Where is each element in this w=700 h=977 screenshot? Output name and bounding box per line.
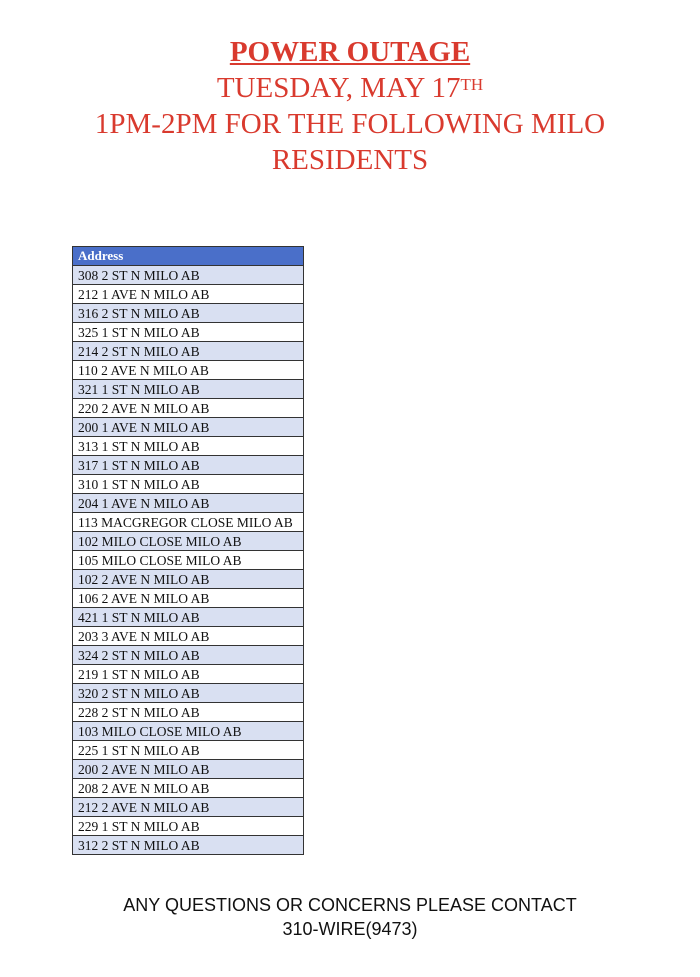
notice-time-line: 1PM-2PM FOR THE FOLLOWING MILO [94, 108, 606, 140]
table-row [73, 266, 304, 285]
address-cell: 325 1 ST N MILO AB [73, 323, 304, 342]
table-row [73, 684, 304, 703]
table-row [73, 703, 304, 722]
address-cell: 103 MILO CLOSE MILO AB [73, 722, 304, 741]
table-row [73, 570, 304, 589]
contact-phone: 310-WIRE(9473) [282, 919, 418, 939]
address-cell: 312 2 ST N MILO AB [73, 836, 304, 855]
table-row [73, 380, 304, 399]
table-row [73, 722, 304, 741]
table-row [73, 760, 304, 779]
address-cell: 324 2 ST N MILO AB [73, 646, 304, 665]
address-table-header-row [73, 247, 304, 266]
address-cell: 220 2 AVE N MILO AB [73, 399, 304, 418]
notice-date-ordinal: TH [460, 75, 484, 94]
table-row [73, 285, 304, 304]
table-row [73, 475, 304, 494]
table-row [73, 665, 304, 684]
address-cell: 313 1 ST N MILO AB [73, 437, 304, 456]
notice-date-text: TUESDAY, MAY 17 [216, 72, 461, 104]
address-cell: 102 2 AVE N MILO AB [73, 570, 304, 589]
table-row [73, 513, 304, 532]
address-cell: 105 MILO CLOSE MILO AB [73, 551, 304, 570]
table-row [73, 304, 304, 323]
notice-header [0, 34, 700, 178]
table-row [73, 646, 304, 665]
table-row [73, 589, 304, 608]
table-row [73, 627, 304, 646]
table-row [73, 532, 304, 551]
table-row [73, 608, 304, 627]
table-row [73, 817, 304, 836]
address-cell: 308 2 ST N MILO AB [73, 266, 304, 285]
table-row [73, 456, 304, 475]
table-row [73, 741, 304, 760]
address-cell: 214 2 ST N MILO AB [73, 342, 304, 361]
address-cell: 212 2 AVE N MILO AB [73, 798, 304, 817]
address-cell: 316 2 ST N MILO AB [73, 304, 304, 323]
address-cell: 320 2 ST N MILO AB [73, 684, 304, 703]
table-row [73, 418, 304, 437]
table-row [73, 779, 304, 798]
table-row [73, 342, 304, 361]
table-row [73, 399, 304, 418]
address-cell: 200 1 AVE N MILO AB [73, 418, 304, 437]
address-cell: 208 2 AVE N MILO AB [73, 779, 304, 798]
table-row [73, 361, 304, 380]
address-cell: 113 MACGREGOR CLOSE MILO AB [73, 513, 304, 532]
address-cell: 219 1 ST N MILO AB [73, 665, 304, 684]
address-cell: 321 1 ST N MILO AB [73, 380, 304, 399]
contact-line: ANY QUESTIONS OR CONCERNS PLEASE CONTACT [123, 895, 577, 915]
address-cell: 110 2 AVE N MILO AB [73, 361, 304, 380]
address-table-body [73, 266, 304, 855]
address-cell: 204 1 AVE N MILO AB [73, 494, 304, 513]
table-row [73, 551, 304, 570]
table-row [73, 494, 304, 513]
address-cell: 225 1 ST N MILO AB [73, 741, 304, 760]
address-table [72, 246, 304, 855]
table-row [73, 798, 304, 817]
address-cell: 200 2 AVE N MILO AB [73, 760, 304, 779]
notice-title: POWER OUTAGE [229, 36, 471, 68]
address-column-header: Address [73, 247, 304, 266]
address-cell: 102 MILO CLOSE MILO AB [73, 532, 304, 551]
address-cell: 212 1 AVE N MILO AB [73, 285, 304, 304]
notice-residents-line: RESIDENTS [271, 144, 429, 176]
contact-footer [0, 893, 700, 941]
address-cell: 421 1 ST N MILO AB [73, 608, 304, 627]
address-cell: 310 1 ST N MILO AB [73, 475, 304, 494]
address-cell: 106 2 AVE N MILO AB [73, 589, 304, 608]
table-row [73, 437, 304, 456]
address-cell: 228 2 ST N MILO AB [73, 703, 304, 722]
address-cell: 203 3 AVE N MILO AB [73, 627, 304, 646]
notice-date [0, 70, 700, 106]
address-cell: 317 1 ST N MILO AB [73, 456, 304, 475]
table-row [73, 836, 304, 855]
address-cell: 229 1 ST N MILO AB [73, 817, 304, 836]
table-row [73, 323, 304, 342]
